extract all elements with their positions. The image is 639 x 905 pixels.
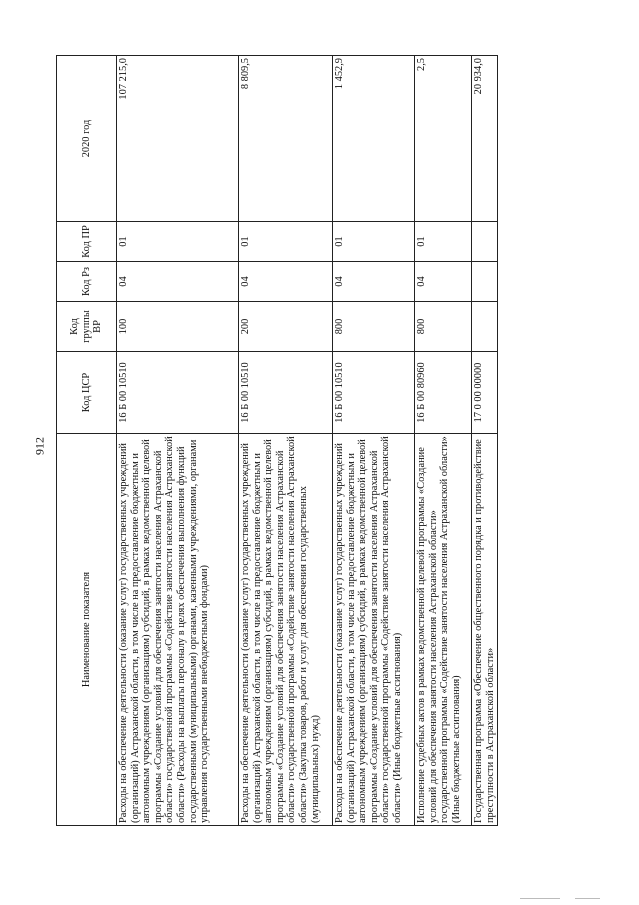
header-csr: Код ЦСР	[57, 352, 117, 434]
header-row	[57, 56, 117, 826]
row-vr: 100	[117, 302, 239, 352]
table-row	[415, 56, 472, 826]
budget-table	[56, 55, 498, 826]
header-sum: 2020 год	[57, 56, 117, 222]
row-name: Расходы на обеспечение деятельности (оказание услуг) государственных учреждений (организаций) Астраханской области, в том числе на предоставление бюджетным и автономным учреждениям (организациям) субсидий, в рамках ведомственной целевой программы «Создание условий для обеспечения занятости населения Астраханской области» государственной программы «Содействие занятости населения Астраханской области» (Закупка товаров, работ и услуг для обеспечения государственных (муниципальных) нужд)	[239, 434, 333, 826]
row-name: Исполнение судебных актов в рамках ведомственной целевой программы «Создание условий для обеспечения занятости населения Астраханской области» государственной программы «Содействие занятости населения Астраханской области» (Иные бюджетные ассигнования)	[415, 434, 472, 826]
row-sum: 2,5	[415, 56, 472, 222]
row-csr: 16 Б 00 80960	[415, 352, 472, 434]
row-pr: 01	[415, 222, 472, 262]
row-pr: 01	[117, 222, 239, 262]
row-sum: 20 934,0	[472, 56, 498, 222]
header-name: Наименование показателя	[57, 434, 117, 826]
row-pr: 01	[333, 222, 415, 262]
row-sum: 107 215,0	[117, 56, 239, 222]
row-csr: 16 Б 00 10510	[117, 352, 239, 434]
rotated-table-container	[56, 56, 526, 826]
row-sum: 8 809,5	[239, 56, 333, 222]
row-sum: 1 452,9	[333, 56, 415, 222]
row-vr	[472, 302, 498, 352]
table-row	[239, 56, 333, 826]
row-name: Расходы на обеспечение деятельности (оказание услуг) государственных учреждений (организаций) Астраханской области, в том числе на предоставление бюджетным и автономным учреждениям (организациям) субсидий, в рамках ведомственной целевой программы «Создание условий для обеспечения занятости населения Астраханской области» государственной программы «Содействие занятости населения Астраханской области» (Расходы на выплаты персоналу в целях обеспечения выполнения функций государственными (муниципальными) органами, казенными учреждениями, органами управления государственными внебюджетными фондами)	[117, 434, 239, 826]
row-csr: 17 0 00 00000	[472, 352, 498, 434]
row-name: Расходы на обеспечение деятельности (оказание услуг) государственных учреждений (организаций) Астраханской области, в том числе на предоставление бюджетным и автономным учреждениям (организациям) субсидий, в рамках ведомственной целевой программы «Создание условий для обеспечения занятости населения Астраханской области» государственной программы «Содействие занятости населения Астраханской области» (Иные бюджетные ассигнования)	[333, 434, 415, 826]
scan-artifact	[520, 898, 560, 899]
table-row	[333, 56, 415, 826]
row-rz: 04	[239, 262, 333, 302]
row-vr: 800	[415, 302, 472, 352]
row-rz: 04	[415, 262, 472, 302]
row-rz: 04	[117, 262, 239, 302]
header-vr: Код группы ВР	[57, 302, 117, 352]
table-row	[472, 56, 498, 826]
row-vr: 200	[239, 302, 333, 352]
row-csr: 16 Б 00 10510	[239, 352, 333, 434]
row-name: Государственная программа «Обеспечение общественного порядка и противодействие преступности в Астраханской области»	[472, 434, 498, 826]
row-pr	[472, 222, 498, 262]
header-rz: Код Рз	[57, 262, 117, 302]
row-rz: 04	[333, 262, 415, 302]
row-pr: 01	[239, 222, 333, 262]
scan-artifact	[575, 898, 600, 899]
page-number: 912	[32, 437, 47, 455]
row-csr: 16 Б 00 10510	[333, 352, 415, 434]
row-rz	[472, 262, 498, 302]
table-row	[117, 56, 239, 826]
row-vr: 800	[333, 302, 415, 352]
header-pr: Код ПР	[57, 222, 117, 262]
